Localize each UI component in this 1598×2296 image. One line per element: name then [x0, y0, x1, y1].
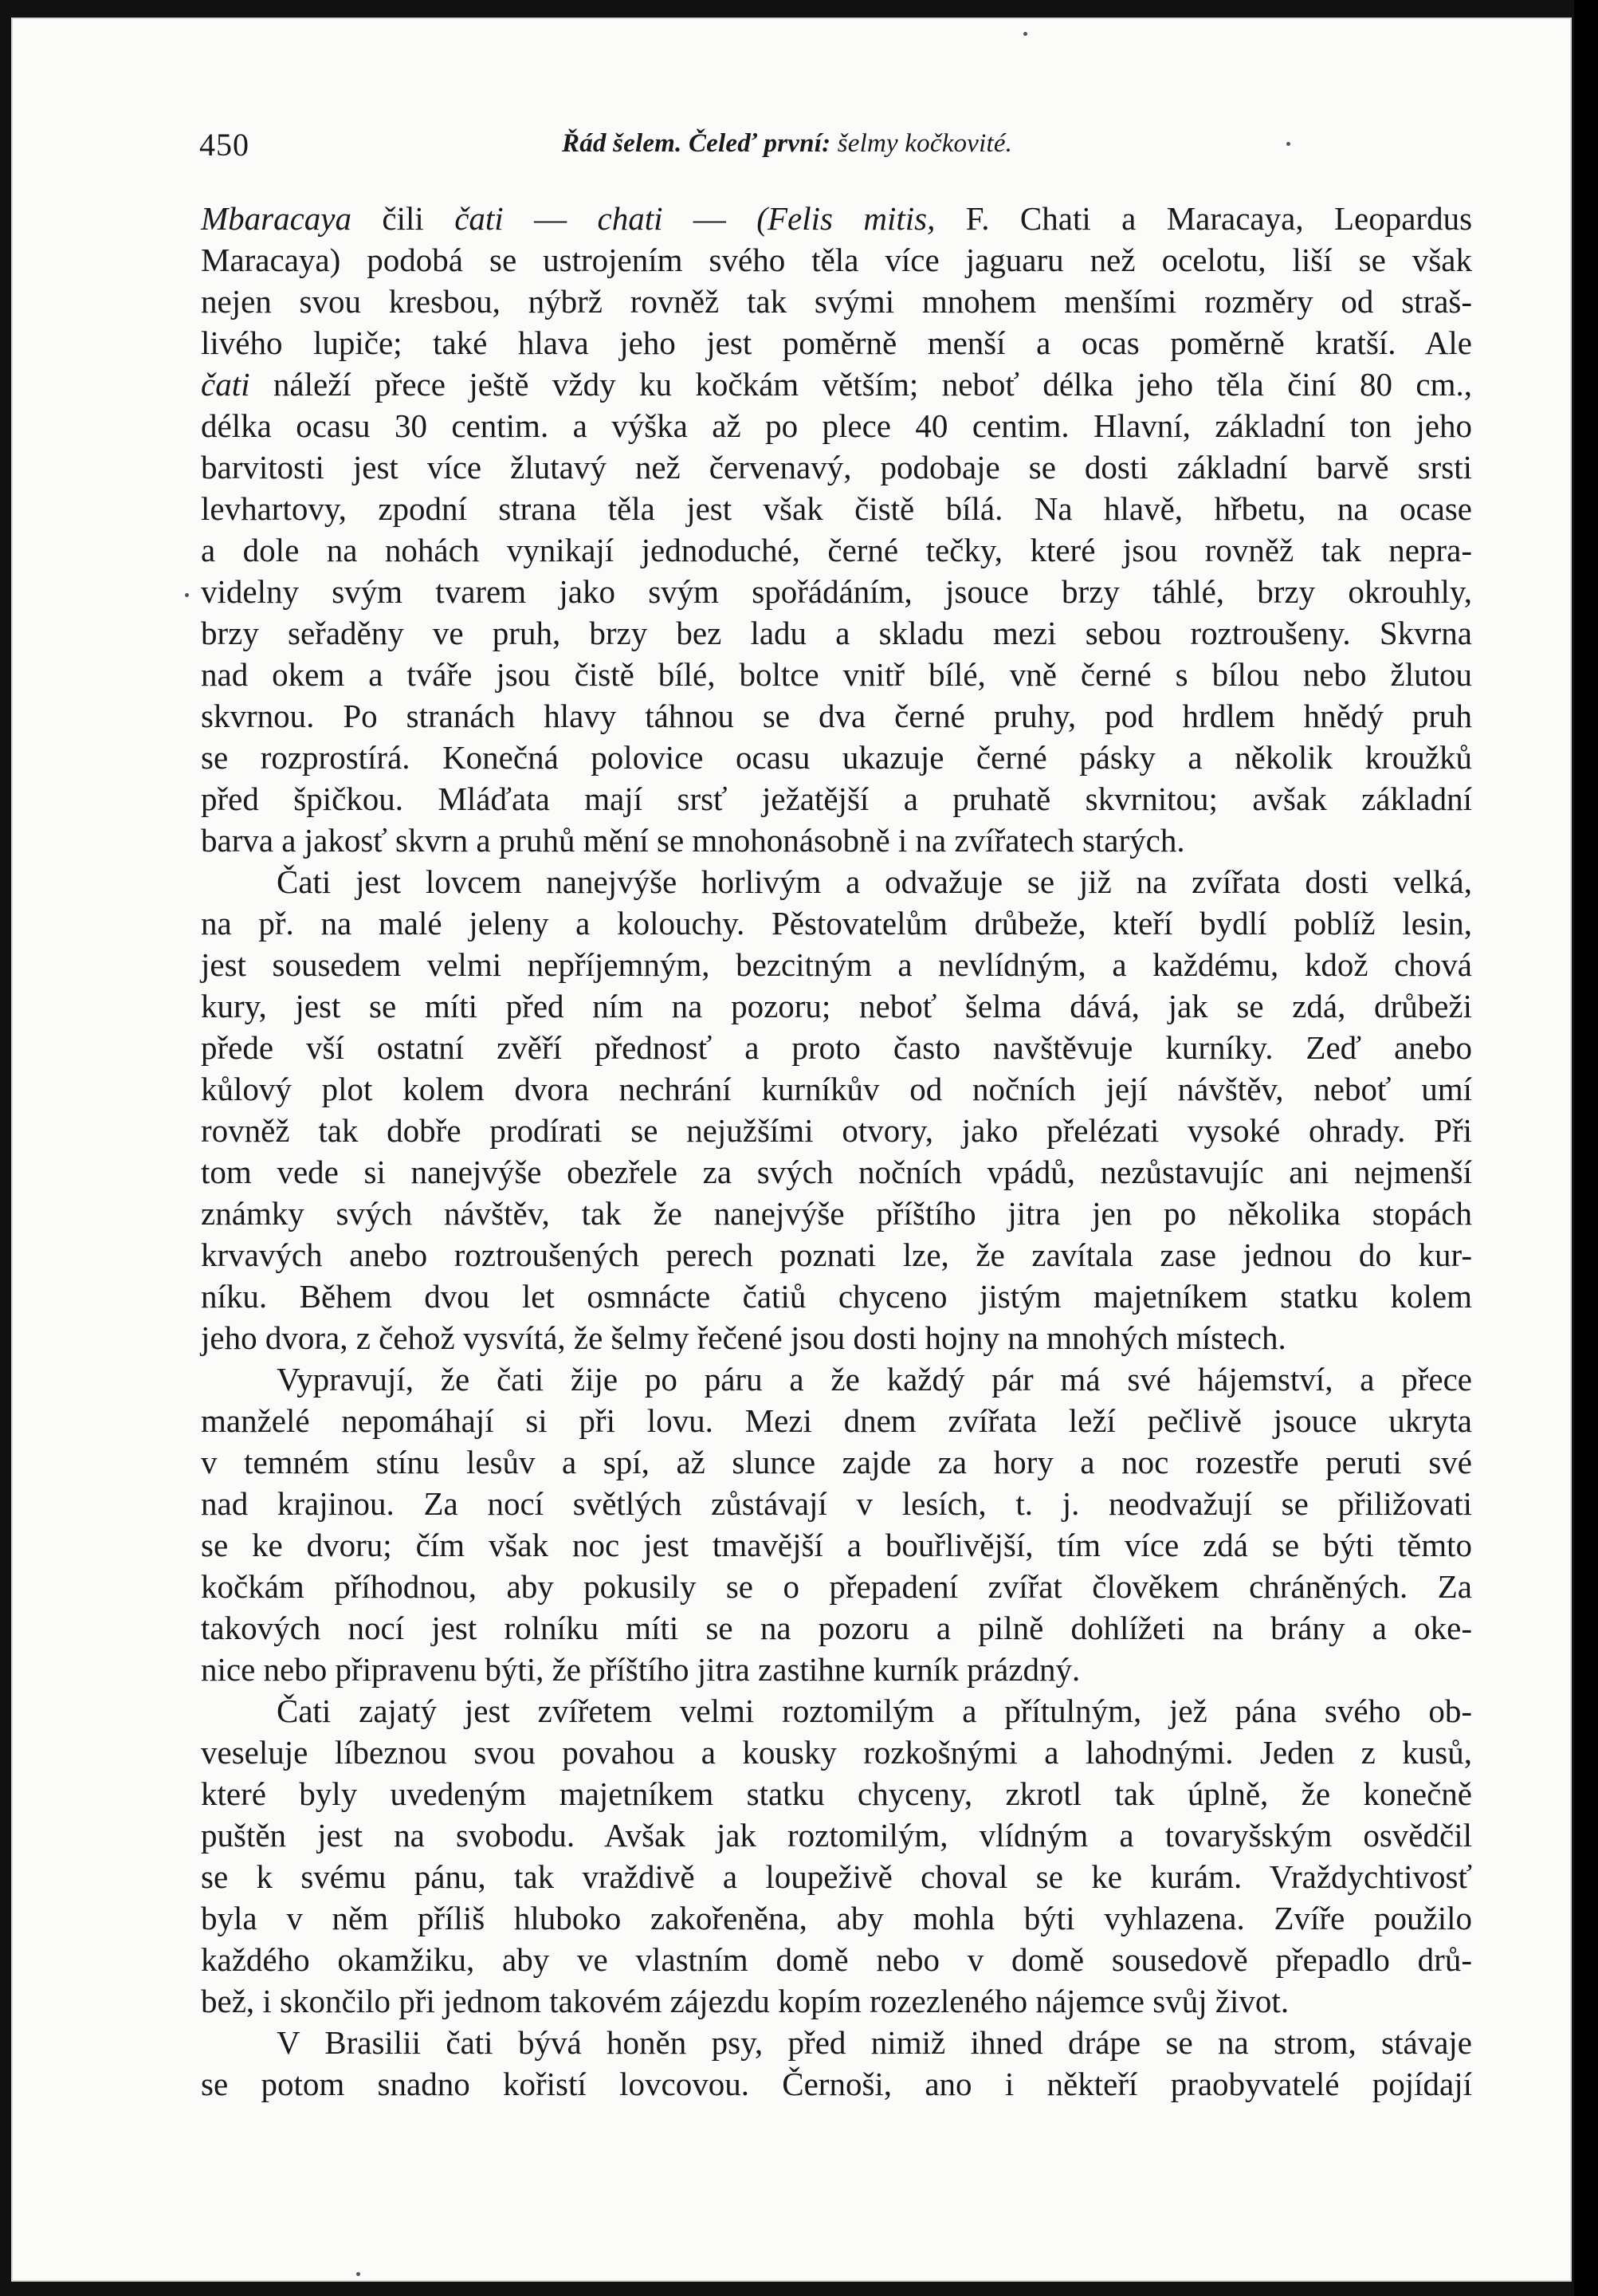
text-line: kůlový plot kolem dvora nechrání kurníkův od nočních její návštěv, neboť umí [201, 1071, 1472, 1107]
italic-term: chati [597, 200, 663, 237]
text-line: Vypravují, že čati žije po páru a že každý pár má své hájemství, a přece [277, 1361, 1472, 1398]
running-head [562, 129, 1012, 159]
text-line: byla v něm příliš hluboko zakořeněna, aby mohla býti vyhlazena. Zvíře použilo [201, 1900, 1472, 1936]
text-line [201, 364, 1472, 405]
text-line: které byly uvedeným majetníkem statku chyceny, zkrotl tak úplně, že konečně [201, 1775, 1472, 1812]
text-line: Čati zajatý jest zvířetem velmi roztomilým a přítulným, jež pána svého ob- [277, 1693, 1472, 1729]
scan-speck [356, 2272, 360, 2276]
text-line: známky svých návštěv, tak že nanejvýše příštího jitra jen po několika stopách [201, 1195, 1472, 1232]
text-run: — [503, 200, 598, 237]
text-line: Maracaya) podobá se ustrojením svého těla více jaguaru než ocelotu, liší se však [201, 242, 1472, 278]
text-line: livého lupiče; také hlava jeho jest poměrně menší a ocas poměrně kratší. Ale [201, 324, 1472, 361]
text-line: délka ocasu 30 centim. a výška až po plece 40 centim. Hlavní, základní ton jeho [201, 407, 1472, 444]
text-line: V Brasilii čati bývá honěn psy, před nimiž ihned drápe se na strom, stávaje [277, 2024, 1472, 2061]
text-line: nad krajinou. Za nocí světlých zůstávají v lesích, t. j. neodvažují se přiližovati [201, 1485, 1472, 1522]
running-head-suffix: šelmy kočkovité. [837, 129, 1013, 158]
text-line: nad okem a tváře jsou čistě bílé, boltce vnitř bílé, vně černé s bílou nebo žlutou [201, 656, 1472, 693]
text-line: takových nocí jest rolníku míti se na pozoru a pilně dohlížeti na brány a oke- [201, 1610, 1472, 1646]
paragraph [201, 2022, 1472, 2105]
page-header [199, 126, 1474, 166]
text-run: F. Chati a Maracaya, Leopardus [935, 200, 1473, 237]
text-line: přede vší ostatní zvěří přednosť a proto často navštěvuje kurníky. Zeď anebo [201, 1029, 1472, 1066]
text-line: nice nebo připravenu býti, že příštího jitra zastihne kurník prázdný. [201, 1651, 1081, 1688]
text-line: níku. Během dvou let osmnácte čatiů chyceno jistým majetníkem statku kolem [201, 1278, 1472, 1315]
text-line: jeho dvora, z čehož vysvítá, že šelmy řečené jsou dosti hojny na mnohých místech. [201, 1319, 1286, 1356]
scan-edge [1574, 0, 1598, 2296]
italic-term: Mbaracaya [201, 200, 352, 237]
text-line: nejen svou kresbou, nýbrž rovněž tak svými mnohem menšími rozměry od straš- [201, 283, 1472, 320]
text-line: před špičkou. Mláďata mají srsť ježatější a pruhatě skvrnitou; avšak základní [201, 780, 1472, 817]
text-line: krvavých anebo roztroušených perech poznati lze, že zavítala zase jednou do kur- [201, 1236, 1472, 1273]
text-line: brzy seřaděny ve pruh, brzy bez ladu a skladu mezi sebou roztroušeny. Skvrna [201, 615, 1472, 651]
scan-speck [185, 593, 189, 597]
text-line: barvitosti jest více žlutavý než červenavý, podobaje se dosti základní barvě srsti [201, 449, 1472, 486]
text-line: tom vede si nanejvýše obezřele za svých nočních vpádů, nezůstavujíc ani nejmenší [201, 1154, 1472, 1190]
page-number: 450 [199, 127, 249, 163]
scan-speck [1023, 32, 1027, 36]
text-line: rovněž tak dobře prodírati se nejužšími otvory, jako přelézati vysoké ohrady. Při [201, 1112, 1472, 1149]
text-line: v temném stínu lesův a spí, až slunce zajde za hory a noc rozestře peruti své [201, 1444, 1472, 1480]
running-head-order: Řád šelem. [562, 129, 682, 158]
text-line: levhartovy, zpodní strana těla jest však čistě bílá. Na hlavě, hřbetu, na ocase [201, 490, 1472, 527]
text-line: bež, i skončilo při jednom takovém zájezdu kopím rozezleného nájemce svůj život. [201, 1983, 1290, 2019]
text-run: náleží přece ještě vždy ku kočkám větším; neboť délka jeho těla činí 80 cm., [249, 366, 1472, 403]
body-text [201, 198, 1472, 2151]
text-line: videlny svým tvarem jako svým spořádáním, jsouce brzy táhlé, brzy okrouhly, [201, 573, 1472, 610]
text-line: Čati jest lovcem nanejvýše horlivým a odvažuje se již na zvířata dosti velká, [277, 863, 1472, 900]
text-run: čili [351, 200, 455, 237]
paragraph [201, 198, 1472, 861]
text-line: se ke dvoru; čím však noc jest tmavější a bouřlivější, tím více zdá se býti těmto [201, 1527, 1472, 1563]
paragraph [201, 861, 1472, 1358]
text-line: každého okamžiku, aby ve vlastním domě nebo v domě sousedově přepadlo drů- [201, 1941, 1472, 1978]
italic-term: čati [201, 366, 250, 403]
text-line: na př. na malé jeleny a kolouchy. Pěstovatelům drůbeže, kteří bydlí poblíž lesin, [201, 905, 1472, 942]
text-line: barva a jakosť skvrn a pruhů mění se mnohonásobně i na zvířatech starých. [201, 822, 1185, 859]
running-head-family: Čeleď první: [688, 129, 831, 158]
text-line: puštěn jest na svobodu. Avšak jak roztomilým, vlídným a tovaryšským osvědčil [201, 1817, 1472, 1854]
text-line: se rozprostírá. Konečná polovice ocasu ukazuje černé pásky a několik kroužků [201, 739, 1472, 776]
text-line: a dole na nohách vynikají jednoduché, černé tečky, které jsou rovněž tak nepra- [201, 532, 1472, 568]
text-line: se potom snadno kořistí lovcovou. Černoši, ano i někteří praobyvatelé pojídají [201, 2066, 1472, 2102]
text-line: kury, jest se míti před ním na pozoru; neboť šelma dává, jak se zdá, drůbeži [201, 988, 1472, 1024]
text-line: jest sousedem velmi nepříjemným, bezcitným a nevlídným, a každému, kdož chová [201, 946, 1472, 983]
italic-term: čati [454, 200, 504, 237]
italic-term: (Felis mitis, [756, 200, 936, 237]
text-line: skvrnou. Po stranách hlavy táhnou se dva černé pruhy, pod hrdlem hnědý pruh [201, 698, 1472, 734]
paragraph [201, 1358, 1472, 1690]
text-line [201, 198, 1472, 239]
text-line: se k svému pánu, tak vraždivě a loupeživě choval se ke kurám. Vraždychtivosť [201, 1858, 1472, 1895]
paragraph [201, 1690, 1472, 2022]
text-line: manželé nepomáhají si při lovu. Mezi dnem zvířata leží pečlivě jsouce ukryta [201, 1402, 1472, 1439]
text-line: kočkám příhodnou, aby pokusily se o přepadení zvířat člověkem chráněných. Za [201, 1568, 1472, 1605]
text-run: — [662, 200, 757, 237]
text-line: veseluje líbeznou svou povahou a kousky rozkošnými a lahodnými. Jeden z kusů, [201, 1734, 1472, 1771]
